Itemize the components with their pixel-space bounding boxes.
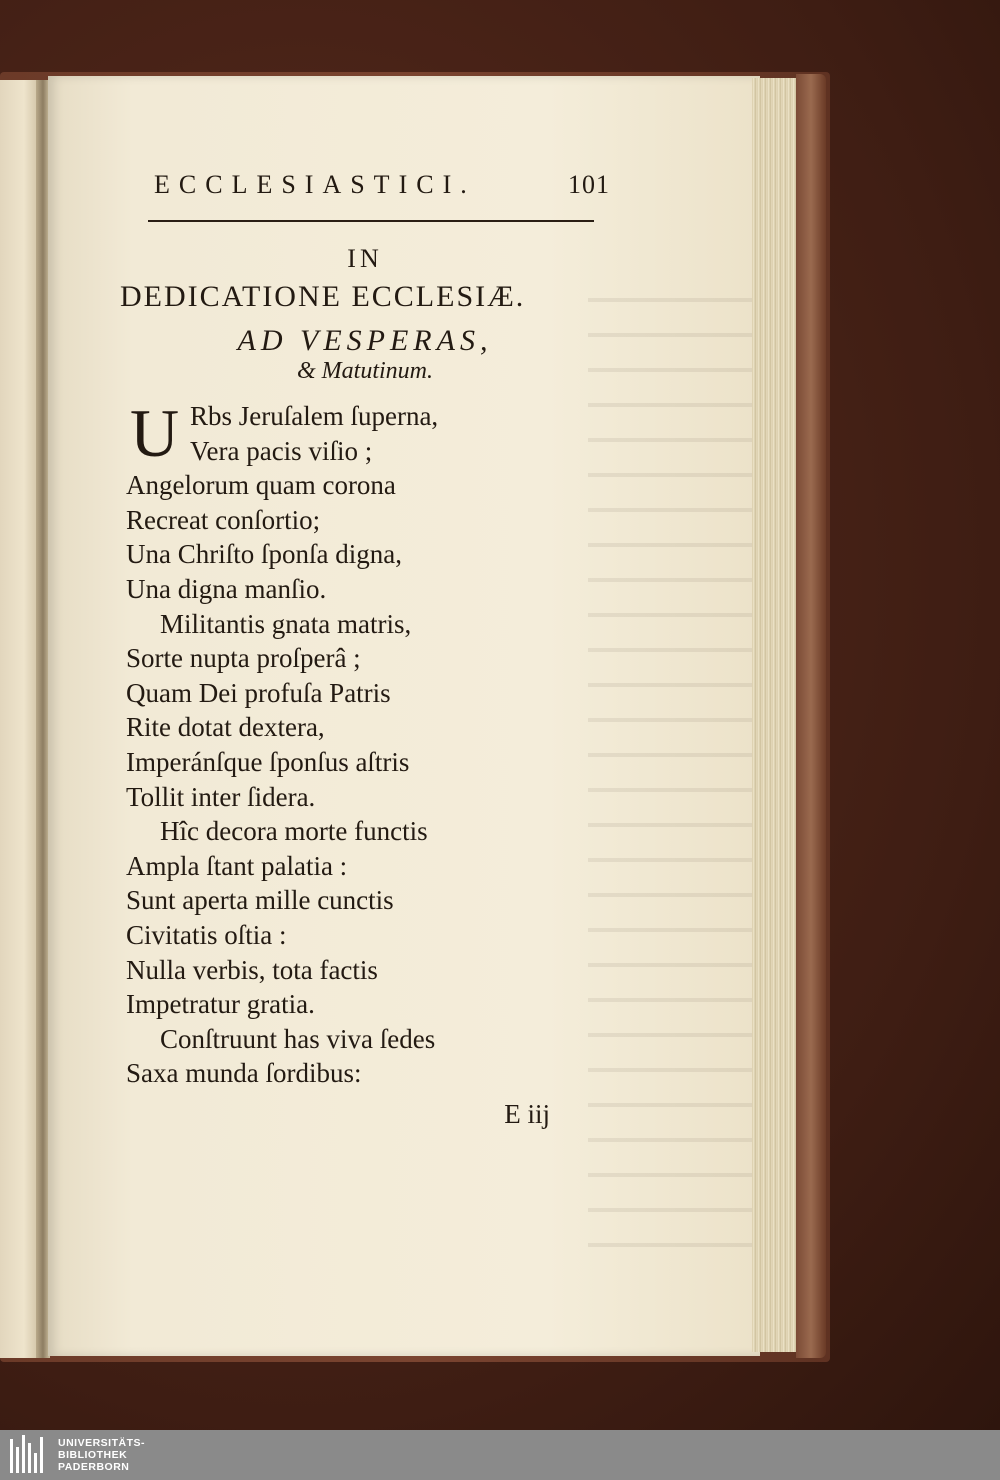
library-name-line: UNIVERSITÄTS- <box>58 1437 146 1449</box>
verse-line: Militantis gnata matris, <box>160 608 412 639</box>
library-name <box>58 1437 145 1473</box>
verse-line: Sunt aperta mille cunctis <box>126 885 394 916</box>
title-dedicatione: DEDICATIONE ECCLESIÆ. <box>120 280 526 313</box>
verse-line: Impetratur gratia. <box>126 989 315 1020</box>
verse-line: Angelorum quam corona <box>126 470 396 501</box>
library-logo-icon <box>8 1433 48 1477</box>
verse-line: Rbs Jeruſalem ſuperna, <box>190 401 439 431</box>
page-number: 101 <box>568 170 610 199</box>
running-head-title: ECCLESIASTICI. <box>154 170 476 199</box>
title-ad-vesperas: AD VESPERAS, <box>237 324 493 357</box>
verse-line: Tollit inter ſidera. <box>126 781 316 812</box>
verse-line: Una digna manſio. <box>126 573 327 604</box>
verse-line: Nulla verbis, tota factis <box>126 954 378 985</box>
verse-line: Sorte nupta proſperâ ; <box>126 643 361 674</box>
title-in: IN <box>347 244 383 273</box>
verse-line: Conſtruunt has viva ſedes <box>160 1023 436 1054</box>
library-footer <box>0 1430 1000 1480</box>
verse-line: Hîc decora morte functis <box>160 816 428 847</box>
drop-cap: U <box>130 395 180 471</box>
verse-line: Imperánſque ſponſus aſtris <box>126 746 410 777</box>
left-page-edge <box>0 80 40 1358</box>
library-name-line: BIBLIOTHEK <box>58 1449 128 1461</box>
book-binding-edge <box>796 74 826 1358</box>
page-edges <box>752 78 800 1352</box>
page-text <box>120 170 610 1130</box>
signature-mark: E iij <box>504 1098 550 1129</box>
verse-line: Recreat conſortio; <box>126 504 321 535</box>
library-name-line: PADERBORN <box>58 1461 130 1473</box>
verse-line: Vera pacis viſio ; <box>190 435 373 466</box>
header-rule <box>148 220 594 222</box>
verse-line: Civitatis oſtia : <box>126 919 287 950</box>
verse-line: Ampla ſtant palatia : <box>126 850 348 881</box>
verse-line: Quam Dei profuſa Patris <box>126 677 391 708</box>
hymn-verses <box>120 395 610 1091</box>
running-head <box>120 170 610 200</box>
verse-line: Rite dotat dextera, <box>126 712 325 743</box>
title-matutinum: & Matutinum. <box>297 358 433 384</box>
verse-line: Saxa munda ſordibus: <box>126 1058 362 1089</box>
verse-line: Una Chriſto ſponſa digna, <box>126 539 402 570</box>
